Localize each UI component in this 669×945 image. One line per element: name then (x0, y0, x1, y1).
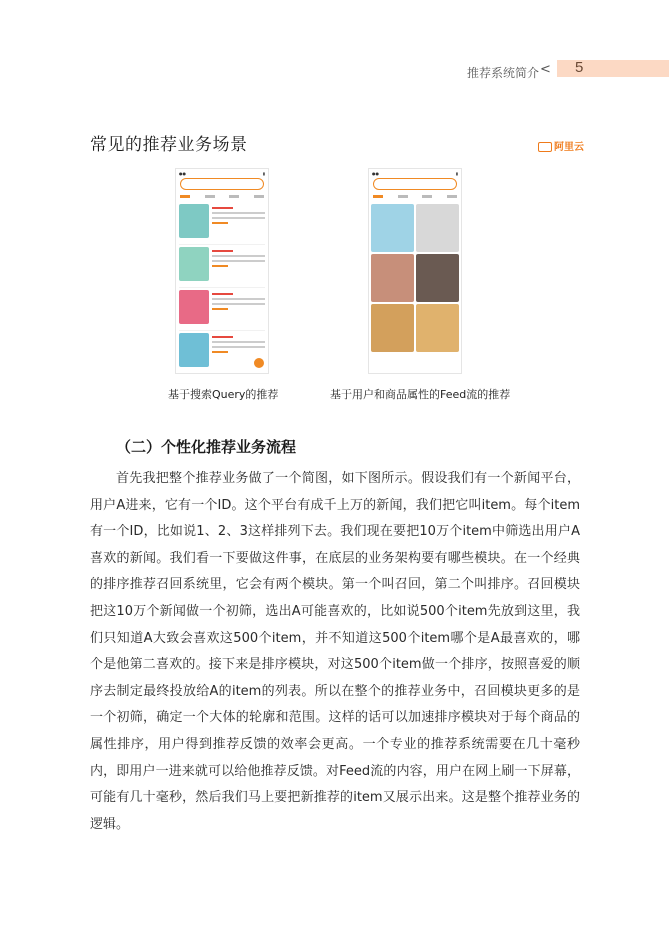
figure-caption-feed: 基于用户和商品属性的Feed流的推荐 (330, 388, 511, 401)
phone-category-tabs (373, 192, 457, 202)
feed-tile (371, 204, 414, 252)
phone-status-bar: ●● ▮ (372, 170, 458, 176)
aliyun-logo-icon (538, 142, 552, 152)
page-number-box (557, 60, 669, 77)
list-item (179, 247, 265, 288)
phone-float-button (254, 358, 264, 368)
phone-filter-tabs (180, 192, 264, 202)
search-recommendation-screenshot (175, 168, 269, 374)
feed-tile (416, 254, 459, 302)
page-title: 常见的推荐业务场景 (90, 135, 248, 155)
feed-tile (416, 304, 459, 352)
feed-grid (371, 204, 459, 352)
feed-tile (371, 304, 414, 352)
list-item (179, 290, 265, 331)
phone-search-bar (180, 178, 264, 190)
aliyun-logo (538, 138, 584, 153)
feed-tile (416, 204, 459, 252)
list-item (179, 333, 265, 374)
phone-status-bar: ●● ▮ (179, 170, 265, 176)
aliyun-logo-text: 阿里云 (554, 142, 584, 153)
phone-search-bar (373, 178, 457, 190)
body-paragraph: 首先我把整个推荐业务做了一个简图，如下图所示。假设我们有一个新闻平台，用户A进来，它有一个ID。这个平台有成千上万的新闻，我们把它叫item。每个item有一个ID，比如说1、2、3这样排列下去。我们现在要把10万个item中筛选出用户A喜欢的新闻。我们看一下要做这件事，在底层的业务架构要有哪些模块。在一个经典的排序推荐召回系统里，它会有两个模块。第一个叫召回，第二个叫排序。召回模块把这10万个新闻做一个初筛，选出A可能喜欢的，比如说500个item先放到这里，我们只知道A大致会喜欢这500个item，并不知道这500个item哪个是A最喜欢的，哪个是他第二喜欢的。接下来是排序模块，对这500个item做一个排序，按照喜爱的顺序去制定最终投放给A的item的列表。所以在整个的推荐业务中，召回模块更多的是一个初筛，确定一个大体的轮廓和范围。这样的话可以加速排序模块对于每个商品的属性排序，用户得到推荐反馈的效率会更高。一个专业的推荐系统需要在几十毫秒内，即用户一进来就可以给他推荐反馈。对Feed流的内容，用户在网上刷一下屏幕，可能有几十毫秒，然后我们马上要把新推荐的item又展示出来。这是整个推荐业务的逻辑。 (90, 471, 580, 832)
subsection-title: （二）个性化推荐业务流程 (116, 438, 297, 456)
running-header-section: 推荐系统简介 (467, 66, 540, 80)
feed-tile (371, 254, 414, 302)
running-header-separator: < (540, 62, 551, 77)
list-item (179, 204, 265, 245)
page-number: 5 (575, 59, 584, 76)
feed-recommendation-screenshot (368, 168, 462, 374)
figure-caption-search: 基于搜索Query的推荐 (168, 388, 279, 401)
